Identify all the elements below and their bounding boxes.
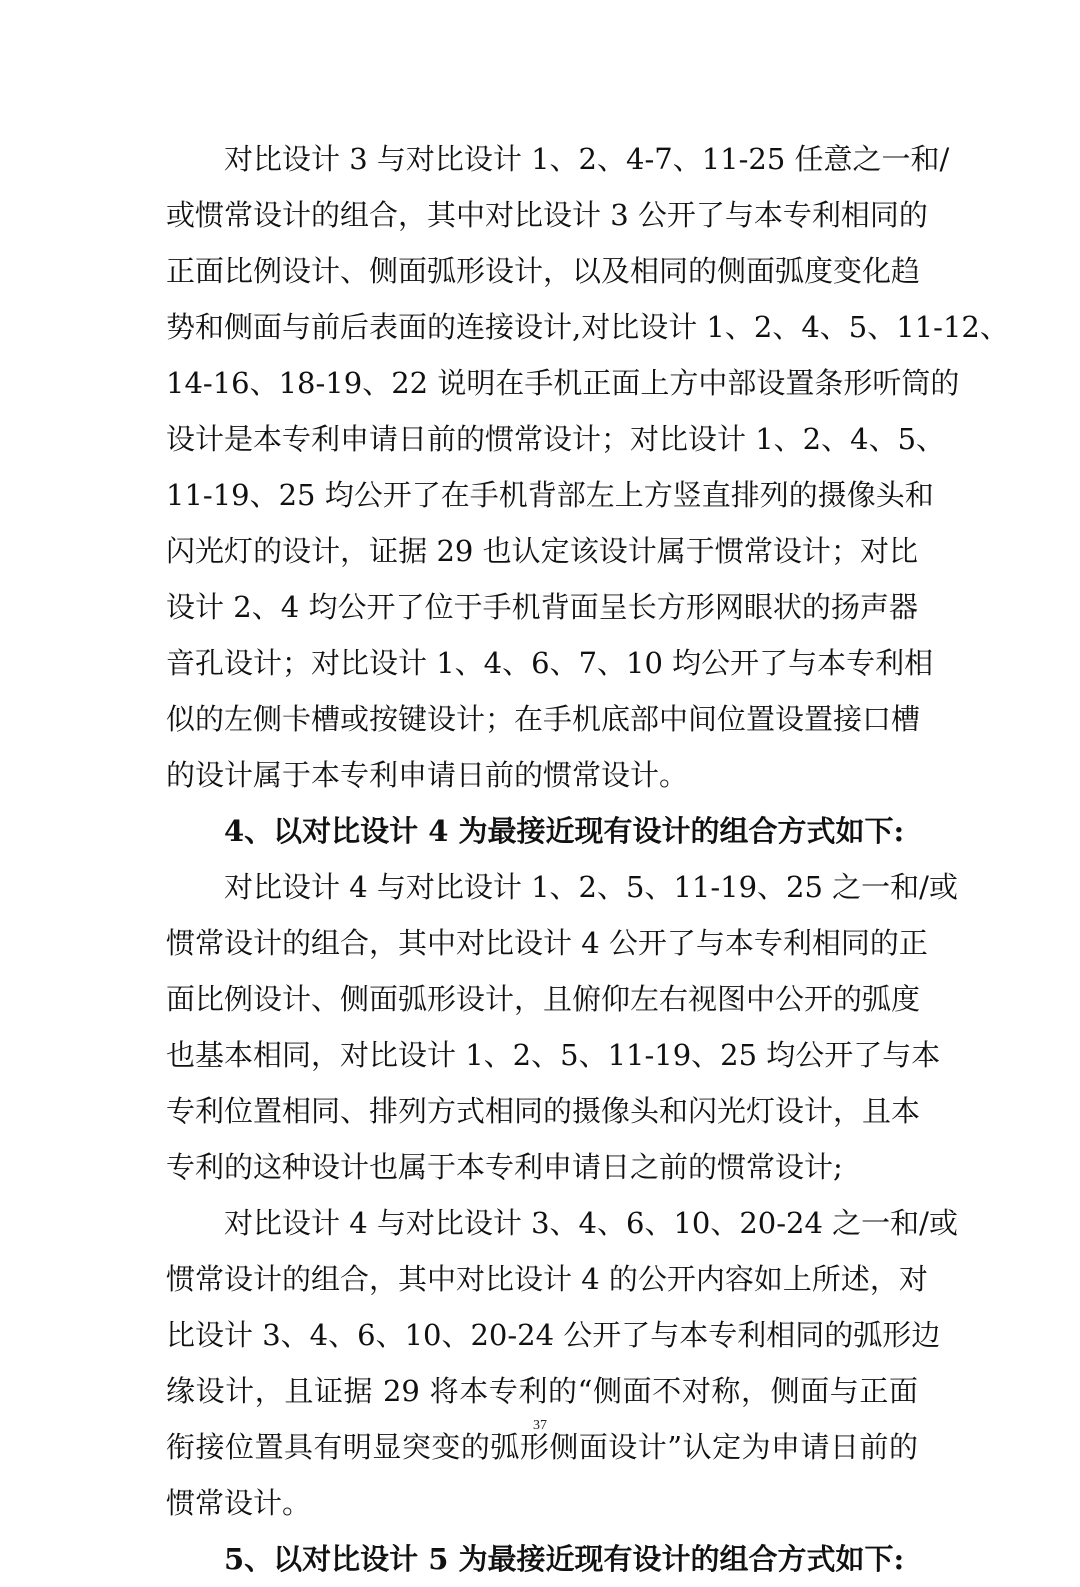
text-line: 比设计 3、4、6、10、20-24 公开了与本专利相同的弧形边	[166, 1318, 941, 1352]
text-line: 音孔设计；对比设计 1、4、6、7、10 均公开了与本专利相	[166, 646, 934, 680]
text-line: 的设计属于本专利申请日前的惯常设计。	[166, 758, 689, 792]
text-line: 对比设计 3 与对比设计 1、2、4-7、11-25 任意之一和/	[224, 142, 950, 176]
text-line: 专利的这种设计也属于本专利申请日之前的惯常设计;	[166, 1150, 843, 1184]
page-content	[166, 131, 1009, 1587]
paragraph-body	[166, 131, 1009, 803]
text-line: 衔接位置具有明显突变的弧形侧面设计”认定为申请日前的	[166, 1430, 918, 1464]
text-line: 势和侧面与前后表面的连接设计,对比设计 1、2、4、5、11-12、	[166, 310, 1009, 344]
text-line: 似的左侧卡槽或按键设计；在手机底部中间位置设置接口槽	[166, 702, 921, 736]
text-line: 也基本相同，对比设计 1、2、5、11-19、25 均公开了与本	[166, 1038, 941, 1072]
text-line: 或惯常设计的组合，其中对比设计 3 公开了与本专利相同的	[166, 198, 928, 232]
text-line: 设计是本专利申请日前的惯常设计；对比设计 1、2、4、5、	[166, 422, 946, 456]
paragraph-body	[166, 859, 958, 1195]
text-line: 对比设计 4 与对比设计 1、2、5、11-19、25 之一和/或	[224, 870, 958, 904]
section-heading-5	[166, 1531, 918, 1587]
text-line: 面比例设计、侧面弧形设计，且俯仰左右视图中公开的弧度	[166, 982, 921, 1016]
text-line: 缘设计，且证据 29 将本专利的“侧面不对称，侧面与正面	[166, 1374, 918, 1408]
heading-line: 5、以对比设计 5 为最接近现有设计的组合方式如下:	[224, 1542, 905, 1576]
text-line: 闪光灯的设计，证据 29 也认定该设计属于惯常设计；对比	[166, 534, 918, 568]
text-line: 正面比例设计、侧面弧形设计，以及相同的侧面弧度变化趋	[166, 254, 921, 288]
text-line: 惯常设计的组合，其中对比设计 4 的公开内容如上所述，对	[166, 1262, 928, 1296]
text-line: 惯常设计的组合，其中对比设计 4 公开了与本专利相同的正	[166, 926, 928, 960]
page-number: 37	[533, 1418, 547, 1433]
heading-line: 4、以对比设计 4 为最接近现有设计的组合方式如下:	[224, 814, 905, 848]
section-heading-4	[166, 803, 918, 859]
text-line: 对比设计 4 与对比设计 3、4、6、10、20-24 之一和/或	[224, 1206, 958, 1240]
text-line: 14-16、18-19、22 说明在手机正面上方中部设置条形听筒的	[166, 366, 960, 400]
text-line: 专利位置相同、排列方式相同的摄像头和闪光灯设计，且本	[166, 1094, 921, 1128]
text-line: 11-19、25 均公开了在手机背部左上方竖直排列的摄像头和	[166, 478, 934, 512]
text-line: 设计 2、4 均公开了位于手机背面呈长方形网眼状的扬声器	[166, 590, 918, 624]
text-line: 惯常设计。	[166, 1486, 312, 1520]
paragraph-body	[166, 1195, 958, 1531]
